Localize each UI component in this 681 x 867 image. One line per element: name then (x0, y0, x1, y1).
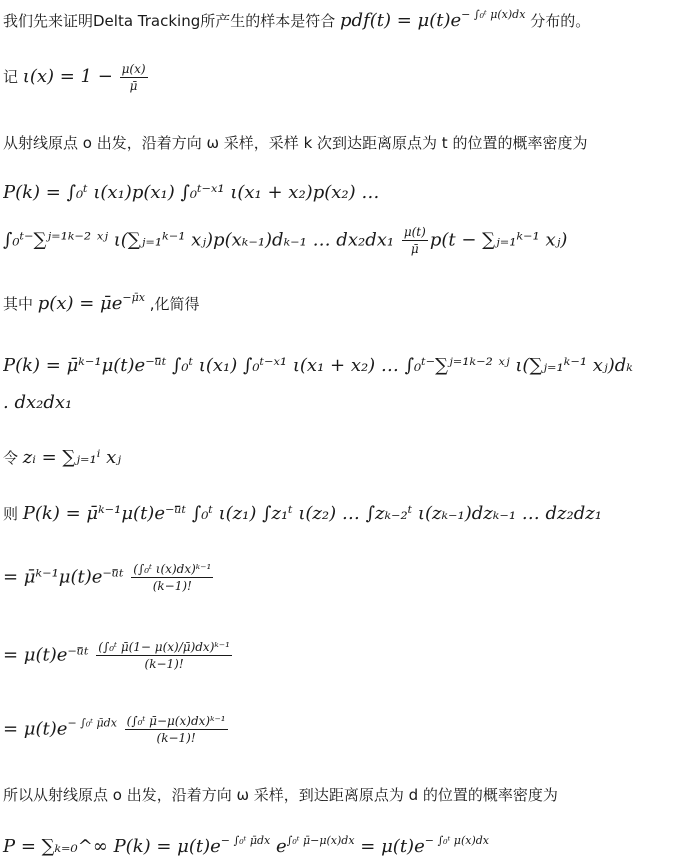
equation-pk-line2 (3, 225, 681, 256)
pdf-formula: pdf(t) = μ(t)e (340, 10, 462, 31)
equation-step-3-lhs: = μ(t)e (3, 718, 68, 740)
equation-pk-simplified-line2-text: . dx₂dx₁ (3, 392, 73, 413)
px-formula-exponent: −μ̄x (122, 290, 145, 304)
equation-final-exponent-3: − ∫₀ᵗ μ(x)dx (424, 833, 489, 847)
equation-pk-simplified-line1-text: P(k) = μ̄ᵏ⁻¹μ(t)e⁻ᵘ̄ᵗ ∫₀ᵗ ι(x₁) ∫₀ᵗ⁻ˣ¹ ι(x₁ + x₂) … ∫₀ᵗ⁻∑ʲ⁼¹ᵏ⁻² ˣʲ ι(∑ⱼ₌₁ᵏ⁻¹ xⱼ)dₖ (3, 355, 633, 376)
equation-step-1 (3, 562, 215, 593)
substitution-formula: zᵢ = ∑ⱼ₌₁ⁱ xⱼ (22, 447, 121, 468)
equation-final-exponent-1: − ∫₀ᵗ μ̄dx (220, 833, 271, 847)
equation-pk-simplified-line1 (3, 355, 681, 376)
intro-tail: 分布的。 (530, 12, 591, 30)
pk-substituted-text: 则 (3, 505, 23, 523)
pdf-formula-exponent: − ∫₀ᵗ μ(x)dx (461, 7, 526, 21)
iota-formula: ι(x) = 1 − (22, 66, 113, 87)
equation-pk-line1-text: P(k) = ∫₀ᵗ ι(x₁)p(x₁) ∫₀ᵗ⁻ˣ¹ ι(x₁ + x₂)p(x₂) … (3, 182, 380, 203)
paragraph-iota-definition (3, 62, 150, 93)
paragraph-intro (3, 7, 591, 31)
equation-final-exponent-2: ∫₀ᵗ μ̄−μ(x)dx (286, 833, 355, 847)
equation-pk-simplified-line2 (3, 392, 72, 413)
equation-step-1-lhs: = μ̄ᵏ⁻¹μ(t)e⁻ᵘ̄ᵗ (3, 566, 124, 588)
iota-text: 记 (3, 68, 23, 86)
equation-final-mid: e (276, 836, 287, 857)
equation-final-lhs: P = ∑ₖ₌₀^∞ P(k) = μ(t)e (3, 836, 221, 857)
equation-pk-line2-tail: p(t − ∑ⱼ₌₁ᵏ⁻¹ xⱼ) (429, 229, 568, 251)
px-text: 其中 (3, 295, 38, 313)
fraction-denominator: (k−1)! (144, 657, 184, 671)
fraction-denominator: μ̄ (410, 242, 419, 256)
px-tail: ,化简得 (149, 295, 200, 313)
equation-final-mid-2: = μ(t)e (360, 836, 425, 857)
iota-fraction-denominator: μ̄ (129, 79, 138, 93)
fraction-numerator: (∫₀ᵗ μ̄−μ(x)dx)ᵏ⁻¹ (126, 714, 226, 728)
equation-step-1-fraction (131, 562, 213, 593)
equation-final (3, 833, 489, 857)
final-density-text: 所以从射线原点 o 出发，沿着方向 ω 采样，到达距离原点为 d 的位置的概率密度为 (3, 786, 558, 804)
pk-substituted-formula: P(k) = μ̄ᵏ⁻¹μ(t)e⁻ᵘ̄ᵗ ∫₀ᵗ ι(z₁) ∫z₁ᵗ ι(z₂) … ∫zₖ₋₂ᵗ ι(zₖ₋₁)dzₖ₋₁ … dz₂dz₁ (22, 503, 602, 524)
iota-fraction (120, 62, 148, 93)
equation-step-3 (3, 714, 230, 745)
paragraph-final-density (3, 784, 681, 805)
sampling-density-text: 从射线原点 o 出发，沿着方向 ω 采样，采样 k 次到达距离原点为 t 的位置的概率密度为 (3, 134, 588, 152)
intro-text: 我们先来证明Delta Tracking所产生的样本是符合 (3, 12, 336, 30)
iota-fraction-numerator: μ(x) (121, 62, 146, 76)
fraction-numerator: (∫₀ᵗ ι(x)dx)ᵏ⁻¹ (133, 562, 212, 576)
equation-step-2-lhs: = μ(t)e⁻ᵘ̄ᵗ (3, 644, 89, 666)
fraction-numerator: (∫₀ᵗ μ̄(1− μ(x)/μ̄)dx)ᵏ⁻¹ (98, 640, 230, 654)
paragraph-px-definition (3, 290, 200, 314)
equation-pk-line2-fraction (402, 225, 428, 256)
fraction-denominator: (k−1)! (156, 731, 196, 745)
paragraph-sampling-density (3, 132, 681, 153)
px-formula: p(x) = μ̄e (37, 293, 123, 314)
equation-step-2-fraction (96, 640, 232, 671)
equation-pk-line2-text: ∫₀ᵗ⁻∑ʲ⁼¹ᵏ⁻² ˣʲ ι(∑ⱼ₌₁ᵏ⁻¹ xⱼ)p(xₖ₋₁)dₖ₋₁ … dx₂dx₁ (3, 229, 395, 251)
paragraph-pk-substituted (3, 503, 681, 524)
equation-pk-line1 (3, 182, 681, 203)
substitution-text: 令 (3, 449, 23, 467)
equation-step-2 (3, 640, 234, 671)
fraction-numerator: μ(t) (403, 225, 426, 239)
fraction-denominator: (k−1)! (152, 579, 192, 593)
paragraph-substitution (3, 447, 121, 468)
equation-step-3-exponent: − ∫₀ᵗ μ̄dx (67, 716, 117, 730)
equation-step-3-fraction (125, 714, 228, 745)
